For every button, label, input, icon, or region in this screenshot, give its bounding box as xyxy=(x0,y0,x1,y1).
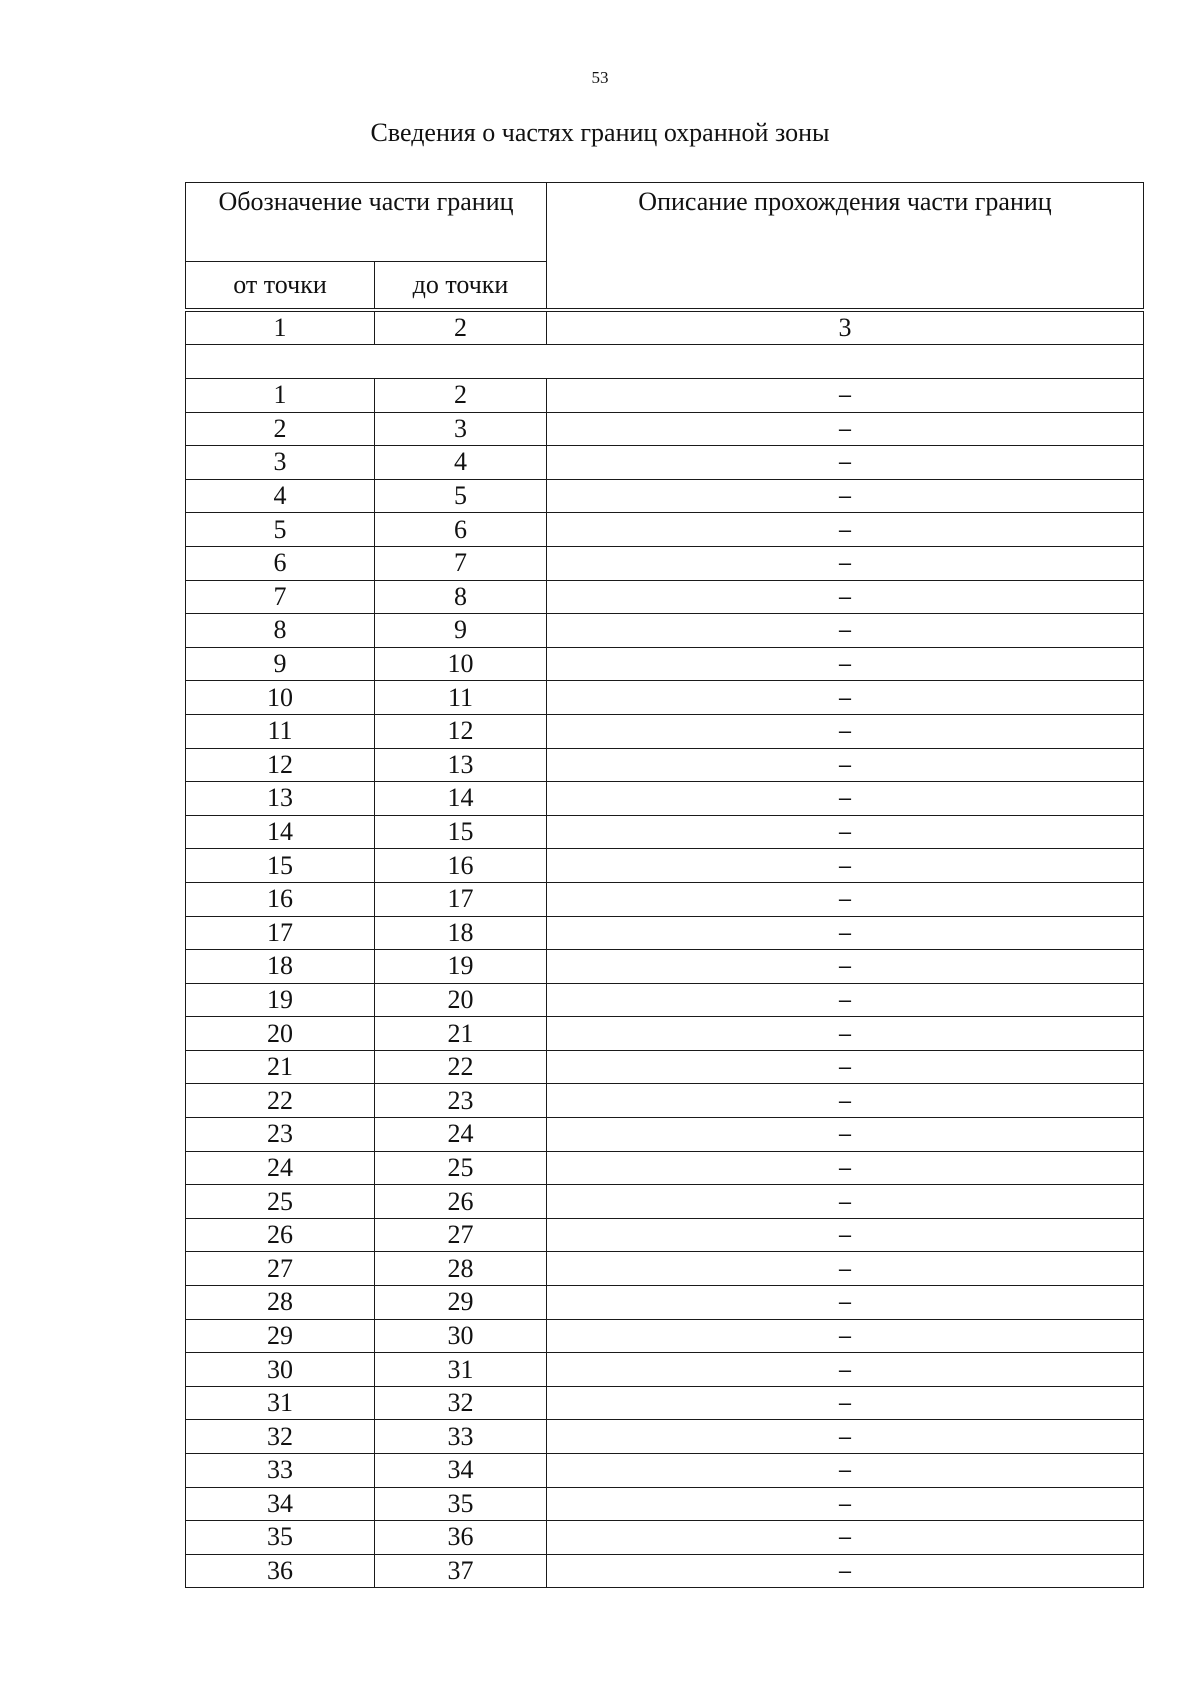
cell-to-point: 12 xyxy=(375,714,547,748)
table-row xyxy=(186,1017,1144,1051)
cell-from-point: 25 xyxy=(186,1185,375,1219)
cell-to-point: 28 xyxy=(375,1252,547,1286)
cell-to-point: 34 xyxy=(375,1454,547,1488)
cell-description: – xyxy=(547,748,1144,782)
cell-description: – xyxy=(547,1185,1144,1219)
table-row xyxy=(186,882,1144,916)
cell-to-point: 21 xyxy=(375,1017,547,1051)
cell-description: – xyxy=(547,1521,1144,1555)
table-row xyxy=(186,379,1144,413)
cell-from-point: 8 xyxy=(186,614,375,648)
cell-to-point: 26 xyxy=(375,1185,547,1219)
cell-from-point: 16 xyxy=(186,882,375,916)
cell-to-point: 4 xyxy=(375,446,547,480)
table-row xyxy=(186,647,1144,681)
header-boundary-description: Описание прохождения части границ xyxy=(547,183,1144,309)
cell-description: – xyxy=(547,950,1144,984)
cell-from-point: 14 xyxy=(186,815,375,849)
cell-to-point: 29 xyxy=(375,1286,547,1320)
cell-from-point: 3 xyxy=(186,446,375,480)
cell-to-point: 14 xyxy=(375,782,547,816)
cell-description: – xyxy=(547,1218,1144,1252)
cell-to-point: 10 xyxy=(375,647,547,681)
table-row xyxy=(186,815,1144,849)
cell-description: – xyxy=(547,1286,1144,1320)
table-row xyxy=(186,546,1144,580)
cell-description: – xyxy=(547,614,1144,648)
cell-from-point: 6 xyxy=(186,546,375,580)
table-row xyxy=(186,714,1144,748)
cell-to-point: 3 xyxy=(375,412,547,446)
table-row xyxy=(186,1151,1144,1185)
table-row xyxy=(186,614,1144,648)
column-number-3: 3 xyxy=(547,312,1144,345)
cell-from-point: 24 xyxy=(186,1151,375,1185)
cell-to-point: 22 xyxy=(375,1050,547,1084)
table-row xyxy=(186,1218,1144,1252)
cell-from-point: 35 xyxy=(186,1521,375,1555)
table-row xyxy=(186,446,1144,480)
cell-from-point: 34 xyxy=(186,1487,375,1521)
cell-to-point: 15 xyxy=(375,815,547,849)
cell-description: – xyxy=(547,849,1144,883)
cell-from-point: 13 xyxy=(186,782,375,816)
cell-description: – xyxy=(547,1017,1144,1051)
cell-to-point: 37 xyxy=(375,1554,547,1588)
column-number-row xyxy=(186,312,1144,345)
table-row xyxy=(186,849,1144,883)
table-row xyxy=(186,412,1144,446)
cell-description: – xyxy=(547,714,1144,748)
column-number-2: 2 xyxy=(375,312,547,345)
cell-to-point: 19 xyxy=(375,950,547,984)
table-row xyxy=(186,1185,1144,1219)
table-row xyxy=(186,950,1144,984)
cell-from-point: 17 xyxy=(186,916,375,950)
cell-to-point: 27 xyxy=(375,1218,547,1252)
cell-to-point: 18 xyxy=(375,916,547,950)
cell-to-point: 7 xyxy=(375,546,547,580)
cell-description: – xyxy=(547,446,1144,480)
cell-from-point: 9 xyxy=(186,647,375,681)
cell-to-point: 36 xyxy=(375,1521,547,1555)
cell-to-point: 2 xyxy=(375,379,547,413)
cell-from-point: 30 xyxy=(186,1353,375,1387)
cell-to-point: 24 xyxy=(375,1118,547,1152)
cell-from-point: 18 xyxy=(186,950,375,984)
cell-from-point: 29 xyxy=(186,1319,375,1353)
cell-from-point: 32 xyxy=(186,1420,375,1454)
cell-from-point: 4 xyxy=(186,479,375,513)
cell-description: – xyxy=(547,1252,1144,1286)
cell-to-point: 17 xyxy=(375,882,547,916)
table-row xyxy=(186,1050,1144,1084)
cell-description: – xyxy=(547,1487,1144,1521)
cell-description: – xyxy=(547,782,1144,816)
cell-from-point: 36 xyxy=(186,1554,375,1588)
cell-to-point: 30 xyxy=(375,1319,547,1353)
table-row xyxy=(186,1454,1144,1488)
table-row xyxy=(186,1487,1144,1521)
cell-from-point: 1 xyxy=(186,379,375,413)
table-row xyxy=(186,916,1144,950)
cell-description: – xyxy=(547,916,1144,950)
cell-to-point: 32 xyxy=(375,1386,547,1420)
table-row xyxy=(186,1252,1144,1286)
table-row xyxy=(186,782,1144,816)
cell-from-point: 10 xyxy=(186,681,375,715)
cell-from-point: 33 xyxy=(186,1454,375,1488)
cell-to-point: 20 xyxy=(375,983,547,1017)
cell-from-point: 21 xyxy=(186,1050,375,1084)
boundary-parts-table xyxy=(185,182,1144,1588)
cell-description: – xyxy=(547,546,1144,580)
cell-description: – xyxy=(547,647,1144,681)
cell-from-point: 2 xyxy=(186,412,375,446)
cell-to-point: 5 xyxy=(375,479,547,513)
table-row xyxy=(186,1420,1144,1454)
table-row xyxy=(186,1554,1144,1588)
table-row xyxy=(186,1353,1144,1387)
cell-from-point: 31 xyxy=(186,1386,375,1420)
table-row xyxy=(186,1319,1144,1353)
header-from-point: от точки xyxy=(186,262,375,309)
cell-description: – xyxy=(547,1420,1144,1454)
cell-to-point: 13 xyxy=(375,748,547,782)
cell-to-point: 16 xyxy=(375,849,547,883)
cell-description: – xyxy=(547,1554,1144,1588)
cell-from-point: 28 xyxy=(186,1286,375,1320)
cell-description: – xyxy=(547,1118,1144,1152)
cell-from-point: 11 xyxy=(186,714,375,748)
table-row xyxy=(186,1084,1144,1118)
cell-to-point: 35 xyxy=(375,1487,547,1521)
page-number: 53 xyxy=(591,68,609,87)
cell-description: – xyxy=(547,1050,1144,1084)
cell-from-point: 22 xyxy=(186,1084,375,1118)
cell-from-point: 19 xyxy=(186,983,375,1017)
cell-description: – xyxy=(547,815,1144,849)
cell-from-point: 7 xyxy=(186,580,375,614)
section-cell xyxy=(186,345,1144,379)
table-row xyxy=(186,1286,1144,1320)
cell-to-point: 11 xyxy=(375,681,547,715)
cell-description: – xyxy=(547,379,1144,413)
column-number-1: 1 xyxy=(186,312,375,345)
table-row xyxy=(186,1118,1144,1152)
cell-description: – xyxy=(547,1319,1144,1353)
cell-description: – xyxy=(547,1386,1144,1420)
document-title: Сведения о частях границ охранной зоны xyxy=(370,118,830,147)
cell-from-point: 15 xyxy=(186,849,375,883)
cell-description: – xyxy=(547,1084,1144,1118)
cell-description: – xyxy=(547,1151,1144,1185)
cell-description: – xyxy=(547,412,1144,446)
cell-to-point: 31 xyxy=(375,1353,547,1387)
table-row xyxy=(186,983,1144,1017)
cell-from-point: 23 xyxy=(186,1118,375,1152)
table-body xyxy=(186,183,1144,1588)
cell-from-point: 27 xyxy=(186,1252,375,1286)
cell-to-point: 9 xyxy=(375,614,547,648)
cell-to-point: 8 xyxy=(375,580,547,614)
cell-to-point: 33 xyxy=(375,1420,547,1454)
header-to-point: до точки xyxy=(375,262,547,309)
cell-description: – xyxy=(547,1454,1144,1488)
cell-from-point: 26 xyxy=(186,1218,375,1252)
cell-from-point: 20 xyxy=(186,1017,375,1051)
cell-from-point: 5 xyxy=(186,513,375,547)
section-row xyxy=(186,345,1144,379)
cell-description: – xyxy=(547,983,1144,1017)
table-row xyxy=(186,1386,1144,1420)
header-boundary-designation: Обозначение части границ xyxy=(186,183,547,262)
table-row xyxy=(186,748,1144,782)
cell-from-point: 12 xyxy=(186,748,375,782)
table-row xyxy=(186,681,1144,715)
cell-description: – xyxy=(547,882,1144,916)
cell-to-point: 6 xyxy=(375,513,547,547)
table-header-row xyxy=(186,183,1144,262)
table-row xyxy=(186,580,1144,614)
cell-description: – xyxy=(547,1353,1144,1387)
table-row xyxy=(186,479,1144,513)
cell-description: – xyxy=(547,479,1144,513)
cell-description: – xyxy=(547,580,1144,614)
table-row xyxy=(186,1521,1144,1555)
cell-to-point: 23 xyxy=(375,1084,547,1118)
cell-description: – xyxy=(547,681,1144,715)
cell-description: – xyxy=(547,513,1144,547)
cell-to-point: 25 xyxy=(375,1151,547,1185)
table-row xyxy=(186,513,1144,547)
